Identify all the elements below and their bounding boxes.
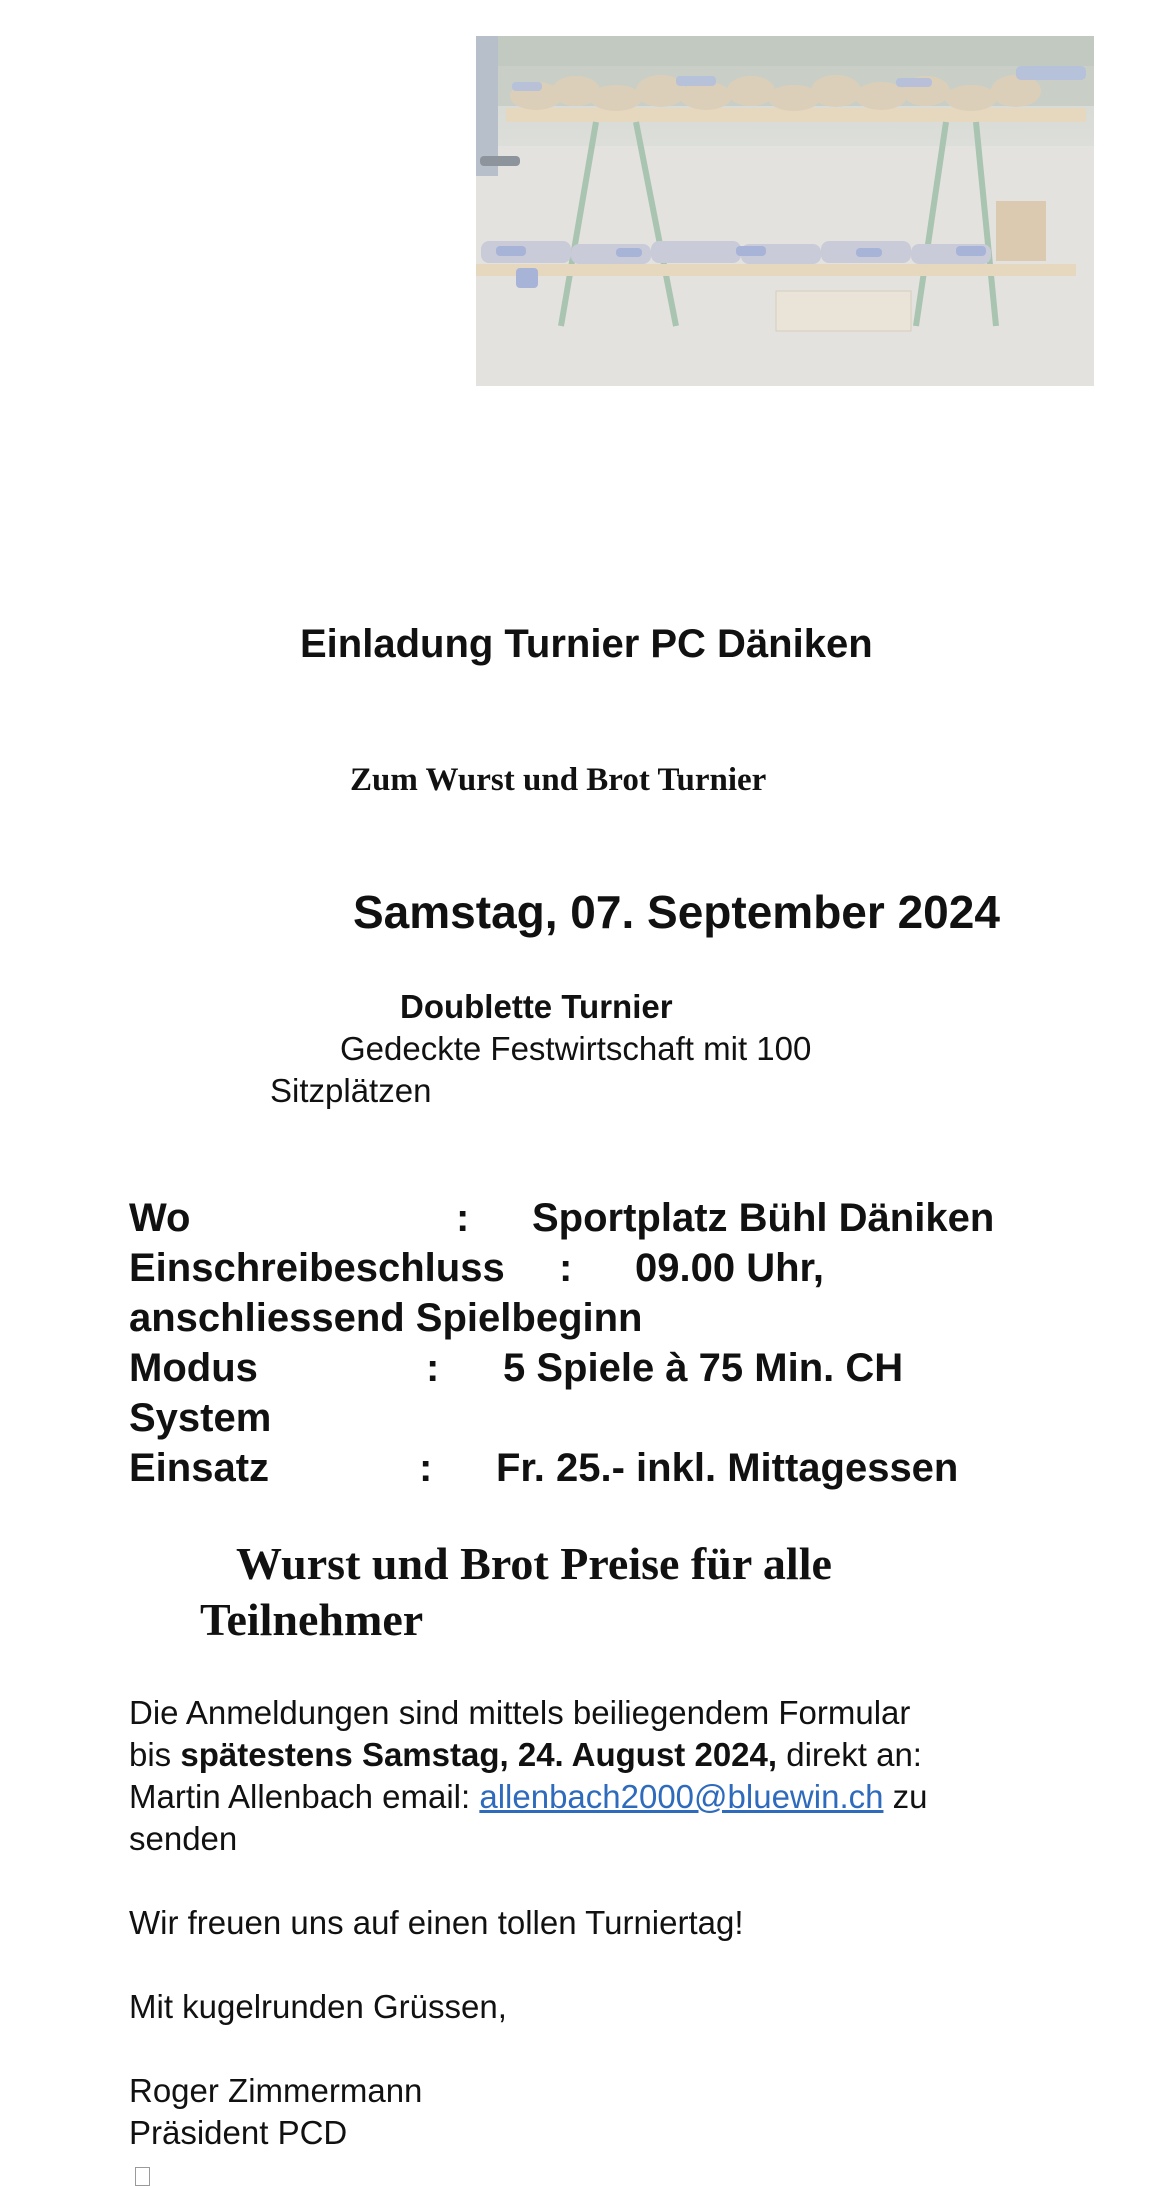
detail-value: 5 Spiele à 75 Min. CH — [503, 1346, 904, 1390]
registration-prefix: bis — [129, 1736, 181, 1773]
registration-line-4: senden — [129, 1820, 238, 1857]
festwirtschaft-line-2: Sitzplätzen — [270, 1072, 432, 1109]
registration-text — [129, 1692, 1059, 2154]
registration-suffix: direkt an: — [777, 1736, 922, 1773]
prizes-line-2: Teilnehmer — [200, 1594, 424, 1645]
detail-value: Sportplatz Bühl Däniken — [532, 1196, 995, 1240]
registration-line-1: Die Anmeldungen sind mittels beiliegendem Formular — [129, 1694, 911, 1731]
placeholder-glyph-icon — [135, 2167, 150, 2186]
prizes-line-1: Wurst und Brot Preise für alle — [236, 1538, 832, 1589]
detail-label: Modus — [129, 1346, 258, 1390]
tournament-format: Doublette Turnier — [400, 988, 673, 1025]
event-photo — [476, 36, 1094, 386]
subtitle: Zum Wurst und Brot Turnier — [350, 762, 767, 798]
detail-label: Einsatz — [129, 1446, 270, 1490]
closing-regards: Mit kugelrunden Grüssen, — [129, 1988, 507, 2025]
registration-deadline: spätestens Samstag, 24. August 2024, — [180, 1736, 778, 1773]
registration-line-3 — [129, 1776, 1059, 1818]
event-details — [129, 1193, 1059, 1493]
detail-value-cont: System — [129, 1396, 272, 1440]
detail-modus-cont — [129, 1393, 1059, 1443]
contact-name: Martin Allenbach email: — [129, 1778, 480, 1815]
detail-colon: : — [456, 1196, 470, 1240]
detail-wo — [129, 1193, 1059, 1243]
detail-colon: : — [419, 1446, 433, 1490]
registration-line-2 — [129, 1734, 1059, 1776]
festwirtschaft-line-1: Gedeckte Festwirtschaft mit 100 — [340, 1030, 812, 1067]
detail-value: Fr. 25.- inkl. Mittagessen — [496, 1446, 959, 1490]
signature-name: Roger Zimmermann — [129, 2072, 423, 2109]
detail-colon: : — [426, 1346, 440, 1390]
event-date: Samstag, 07. September 2024 — [353, 886, 1000, 938]
page-title: Einladung Turnier PC Däniken — [300, 622, 873, 666]
detail-value: 09.00 Uhr, — [635, 1246, 825, 1290]
detail-einschreibeschluss-cont — [129, 1293, 1059, 1343]
registration-zu: zu — [883, 1778, 928, 1815]
detail-colon: : — [559, 1246, 573, 1290]
detail-einsatz — [129, 1443, 1059, 1493]
detail-value-cont: anschliessend Spielbeginn — [129, 1296, 643, 1340]
signature-role: Präsident PCD — [129, 2114, 348, 2151]
detail-modus — [129, 1343, 1059, 1393]
email-link[interactable]: allenbach2000@bluewin.ch — [479, 1778, 884, 1815]
detail-label: Wo — [129, 1196, 191, 1240]
bread-table-image — [476, 36, 1094, 386]
detail-einschreibeschluss — [129, 1243, 1059, 1293]
detail-label: Einschreibeschluss — [129, 1246, 505, 1290]
closing-greeting: Wir freuen uns auf einen tollen Turniertag! — [129, 1904, 744, 1941]
